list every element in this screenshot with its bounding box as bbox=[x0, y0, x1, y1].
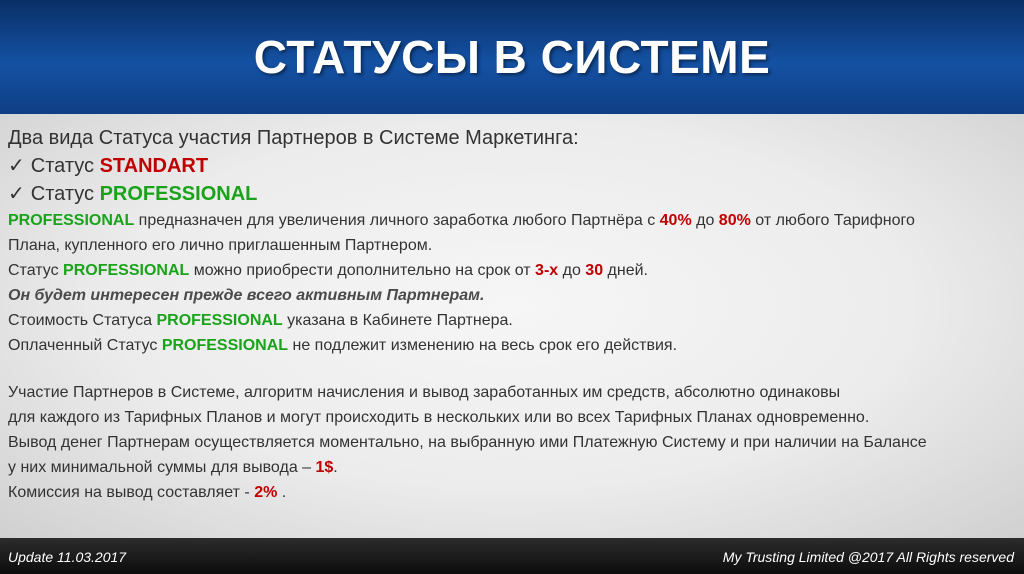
spacer bbox=[8, 358, 1016, 380]
intro-text: Два вида Статуса участия Партнеров в Системе Маркетинга: bbox=[8, 127, 579, 149]
paragraph-9 bbox=[8, 455, 1016, 480]
title-bar bbox=[0, 0, 1024, 114]
highlight-value: 30 bbox=[585, 262, 604, 279]
page-title: СТАТУСЫ В СИСТЕМЕ bbox=[253, 31, 771, 83]
paragraph-5 bbox=[8, 333, 1016, 358]
paragraph-7: для каждого из Тарифных Планов и могут происходить в нескольких или во всех Тарифных Планах одновременно. bbox=[8, 409, 870, 426]
paragraph-2 bbox=[8, 258, 1016, 283]
text: дней. bbox=[603, 262, 648, 279]
status-prefix: Статус bbox=[30, 155, 94, 177]
highlight-professional: PROFESSIONAL bbox=[156, 312, 283, 329]
text: . bbox=[333, 459, 338, 476]
highlight-professional: PROFESSIONAL bbox=[63, 262, 190, 279]
status-item-standart bbox=[8, 152, 1016, 180]
paragraph-6: Участие Партнеров в Системе, алгоритм начисления и вывод заработанных им средств, абсолютно одинаковы bbox=[8, 384, 841, 401]
check-icon: ✓ bbox=[8, 183, 25, 205]
paragraph-10 bbox=[8, 480, 1016, 505]
footer-bar bbox=[0, 538, 1024, 574]
text: указана в Кабинете Партнера. bbox=[282, 312, 513, 329]
status-prefix: Статус bbox=[30, 183, 94, 205]
update-date: Update 11.03.2017 bbox=[8, 549, 127, 565]
highlight-value: 2% bbox=[254, 484, 278, 501]
paragraph-1 bbox=[8, 208, 1016, 233]
highlight-value: 80% bbox=[718, 212, 751, 229]
copyright: My Trusting Limited @2017 All Rights reserved bbox=[722, 549, 1014, 565]
status-name-professional: PROFESSIONAL bbox=[99, 183, 258, 205]
text: до bbox=[691, 212, 719, 229]
highlight-value: 40% bbox=[659, 212, 692, 229]
paragraph-1-cont: Плана, купленного его лично приглашенным Партнером. bbox=[8, 237, 433, 254]
text: не подлежит изменению на весь срок его действия. bbox=[288, 337, 678, 354]
text: можно приобрести дополнительно на срок от bbox=[189, 262, 536, 279]
highlight-professional: PROFESSIONAL bbox=[8, 212, 135, 229]
status-name-standart: STANDART bbox=[99, 155, 209, 177]
paragraph-8: Вывод денег Партнерам осуществляется моментально, на выбранную ими Платежную Систему и при наличии на Балансе bbox=[8, 434, 927, 451]
highlight-professional: PROFESSIONAL bbox=[161, 337, 289, 354]
text: предназначен для увеличения личного заработка любого Партнёра с bbox=[134, 212, 660, 229]
paragraph-3: Он будет интересен прежде всего активным Партнерам. bbox=[8, 287, 485, 304]
text: у них минимальной суммы для вывода – bbox=[8, 459, 316, 476]
content bbox=[8, 124, 1016, 505]
highlight-value: 1$ bbox=[315, 459, 334, 476]
text: Стоимость Статуса bbox=[8, 312, 157, 329]
text: Комиссия на вывод составляет - bbox=[8, 484, 255, 501]
status-item-professional bbox=[8, 180, 1016, 208]
paragraph-4 bbox=[8, 308, 1016, 333]
text: . bbox=[277, 484, 287, 501]
text: Статус bbox=[8, 262, 64, 279]
check-icon: ✓ bbox=[8, 155, 25, 177]
text: Оплаченный Статус bbox=[8, 337, 162, 354]
text: от любого Тарифного bbox=[750, 212, 915, 229]
text: до bbox=[558, 262, 586, 279]
highlight-value: 3-х bbox=[535, 262, 559, 279]
